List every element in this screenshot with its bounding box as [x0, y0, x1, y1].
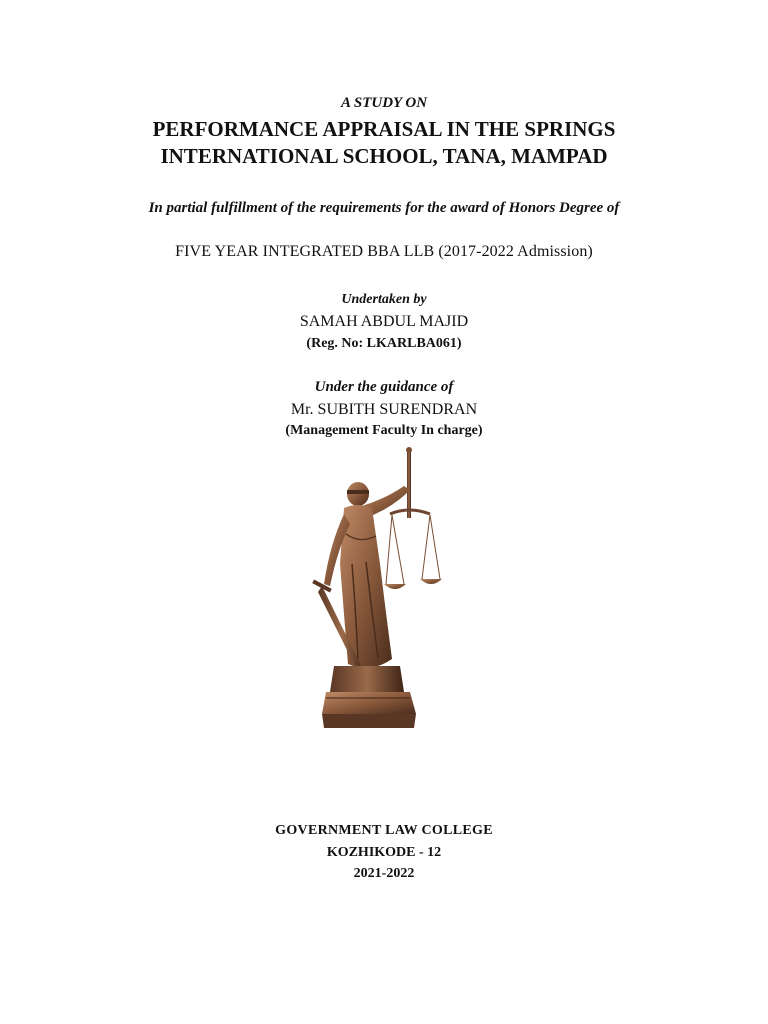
academic-years: 2021-2022	[353, 866, 415, 881]
study-on-label: A STUDY ON	[340, 95, 428, 111]
guide-name: Mr. SUBITH SURENDRAN	[290, 401, 478, 418]
college-city: KOZHIKODE - 12	[326, 845, 442, 860]
student-name: SAMAH ABDUL MAJID	[299, 313, 469, 330]
guide-role: (Management Faculty In charge)	[285, 423, 483, 438]
lady-justice-statue-icon	[300, 444, 450, 734]
report-title-line-1: PERFORMANCE APPRAISAL IN THE SPRINGS	[152, 117, 616, 141]
program-name: FIVE YEAR INTEGRATED BBA LLB (2017-2022 Admission)	[175, 243, 593, 260]
registration-number: (Reg. No: LKARLBA061)	[306, 336, 462, 351]
college-name: GOVERNMENT LAW COLLEGE	[275, 823, 493, 838]
undertaken-by-label: Undertaken by	[341, 292, 427, 307]
fulfillment-statement: In partial fulfillment of the requirements for the award of Honors Degree of	[148, 200, 620, 216]
guidance-label: Under the guidance of	[314, 379, 454, 395]
report-title-line-2: INTERNATIONAL SCHOOL, TANA, MAMPAD	[160, 144, 608, 168]
